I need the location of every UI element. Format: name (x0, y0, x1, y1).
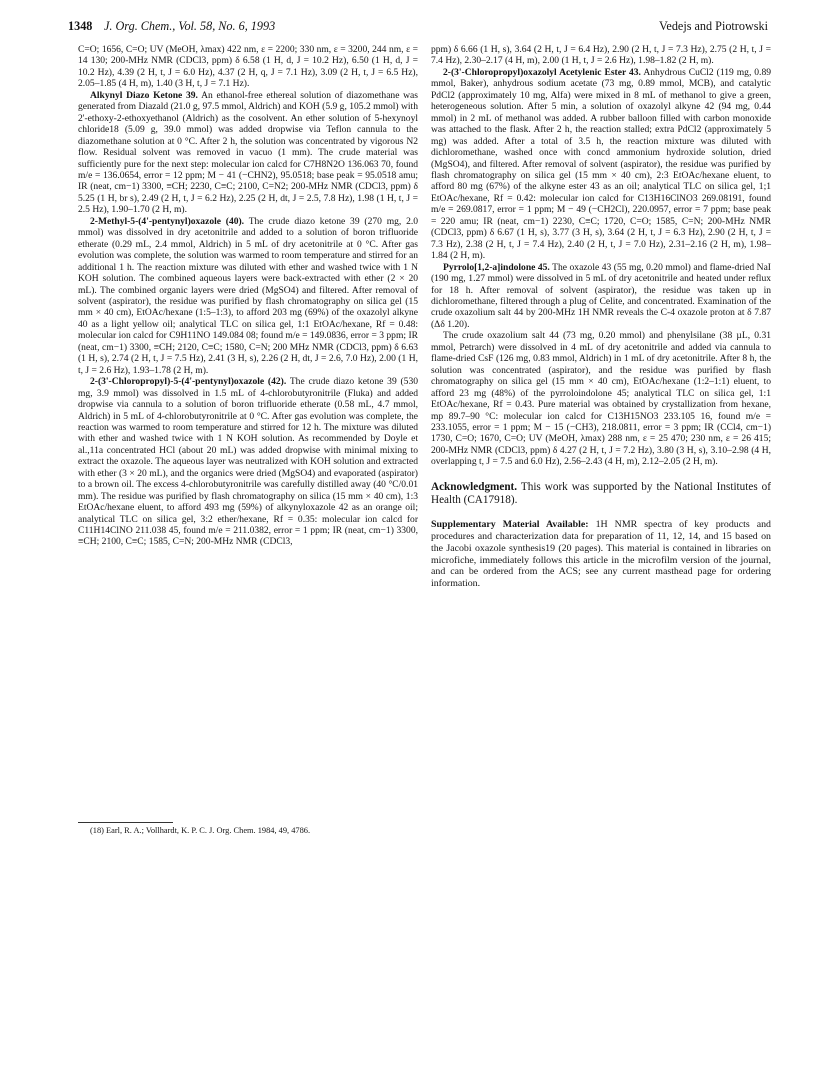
page-number: 1348 (68, 19, 93, 33)
acknowledgment-text: This work was supported by the National Institutes of Health (CA17918). (431, 480, 771, 506)
footnote: (18) Earl, R. A.; Vollhardt, K. P. C. J. Org. Chem. 1984, 49, 4786. (90, 826, 311, 835)
paragraph (78, 216, 418, 376)
paragraph-text: The crude oxazolium salt 44 (73 mg, 0.20 mmol) and phenylsilane (38 µL, 0.31 mmol, Petrarch) were dissolved in 4 mL of dry acetonitrile and added via cannula to flame-dried CsF (126 mg, 0.83 mmol, Aldrich) in 1 mL of dry acetonitrile. After 8 h, the solution was concentrated (aspirator), and the residue was purified by flash chromatography on silica gel (15 mm × 40 cm), EtOAc/hexane (1:2–1:1) eluent, to afford 23 mg (48%) of the pyrroloindolone 45; analytical TLC on silica gel, 1:1 EtOAc/hexane, Rf = 0.43. Pure material was obtained by crystallization from hexane, mp 89.7–90 °C: molecular ion calcd for C13H15NO3 233.105 16, found m/e = 233.1055, error = 1 ppm; M − 15 (−CH3), 218.0811, error = 3 ppm; IR (CCl4, cm−1) 1730, C=O; 1670, C=O; UV (MeOH, λmax) 288 nm, ε = 25 470; 230 nm, ε = 26 415; 200-MHz NMR (CDCl3, ppm) δ 4.27 (2 H, t, J = 7.2 Hz), 3.80 (3 H, s), 3.10–2.98 (4 H, overlapping t, J = 7.5 and 6.0 Hz), 2.56–2.43 (4 H, m), 2.12–2.05 (2 H, m). (431, 330, 771, 468)
paragraph-heading: 2-(3'-Chloropropyl)-5-(4'-pentynyl)oxazole (42). (90, 376, 287, 388)
paragraph-heading: 2-(3'-Chloropropyl)oxazolyl Acetylenic Ester 43. (443, 66, 641, 78)
paragraph-heading: Alkynyl Diazo Ketone 39. (90, 89, 198, 101)
left-column (78, 44, 418, 548)
acknowledgment (431, 481, 771, 507)
paragraph-heading: 2-Methyl-5-(4'-pentynyl)oxazole (40). (90, 215, 245, 227)
supplementary-text: 1H NMR spectra of key products and procedures and characterization data for preparation of 11, 12, 14, and 15 based on the Jacobi oxazole synthesis19 (20 pages). This material is contained in libraries on microfiche, immediately follows this article in the microfilm version of the journal, and can be ordered from the ACS; see any current masthead page for ordering information. (431, 519, 771, 590)
footnote-divider (78, 822, 173, 823)
supplementary-material (431, 519, 771, 590)
journal-citation: J. Org. Chem., Vol. 58, No. 6, 1993 (104, 19, 276, 33)
paragraph (431, 67, 771, 262)
paragraph (78, 44, 418, 90)
paragraph (78, 90, 418, 216)
paragraph-text: An ethanol-free ethereal solution of diazomethane was generated from Diazald (21.0 g, 97.5 mmol, Aldrich) and KOH (5.9 g, 105.2 mmol) with 2'-ethoxy-2-ethoxyethanol (Aldrich) as the cosolvent. An ether solution of 5-hexynoyl chloride18 (5.09 g, 39.0 mmol) was added dropwise via Teflon cannula to the diazomethane solution at 0 °C. After 2 h, the solution was concentrated by vigorous N2 flow. Residual solvent was removed in vacuo (1 mm). The crude material was sufficiently pure for the next step: molecular ion calcd for C7H8N2O 136.063 70, found m/e = 136.0654, error = 12 ppm; M − 41 (−CHN2), 95.0518; base peak = 95.0518 amu; IR (neat, cm−1) 3300, ≡CH; 2230, C≡C; 2100, C=N2; 200-MHz NMR (CDCl3, ppm) δ 5.25 (1 H, br s), 2.49 (2 H, t, J = 6.2 Hz), 2.25 (2 H, dt, J = 2.5, 7.8 Hz), 1.98 (1 H, t, J = 2.5 Hz), 1.90–1.70 (2 H, m). (78, 89, 419, 216)
paragraph (431, 262, 771, 331)
paragraph-text: C=O; 1656, C=O; UV (MeOH, λmax) 422 nm, ε = 2200; 330 nm, ε = 3200, 244 nm, ε = 14 130; 200-MHz NMR (CDCl3, ppm) δ 6.58 (1 H, d, J = 10.2 Hz), 6.50 (1 H, d, J = 10.2 Hz), 4.39 (2 H, t, J = 6.0 Hz), 4.37 (2 H, q, J = 7.1 Hz), 3.09 (2 H, t, J = 6.5 Hz), 2.05–1.85 (4 H, m), 1.40 (3 H, t, J = 7.1 Hz). (78, 44, 418, 90)
paragraph (431, 330, 771, 467)
acknowledgment-heading: Acknowledgment. (431, 480, 518, 493)
paragraph (431, 44, 771, 67)
paragraph-heading: Pyrrolo[1,2-a]indolone 45. (443, 261, 550, 273)
paragraph-text: The oxazole 43 (55 mg, 0.20 mmol) and flame-dried NaI (190 mg, 1.27 mmol) were dissolved in 5 mL of dry acetonitrile and heated under reflux for 18 h. After removal of solvent (aspirator), the residue was taken up in dichloromethane, filtered through a plug of Celite, and concentrated. Examination of the crude oxazolium salt 44 by 200-MHz 1H NMR reveals the C-4 oxazole proton at δ 7.87 (Δδ 1.20). (431, 261, 771, 330)
running-authors: Vedejs and Piotrowski (658, 19, 768, 33)
right-column (431, 44, 771, 590)
supplementary-heading: Supplementary Material Available: (431, 519, 589, 531)
page-header (68, 19, 768, 35)
paragraph-text: The crude diazo ketone 39 (530 mg, 3.9 mmol) was dissolved in 1.5 mL of 4-chlorobutyronitrile (Fluka) and added dropwise via cannula to a solution of boron trifluoride etherate (0.58 mL, 4.7 mmol, Aldrich) in 5 mL of 4-chlorobutyronitrile at 0 °C. After gas evolution was complete, the reaction was warmed to room temperature and stirred for 12 h. The mixture was diluted with ether and washed twice with 1 N KOH solution. As recommended by Doyle et al.,11a concentrated HCl (about 20 mL) was added dropwise with minimal mixing to extract the oxazole. The aqueous layer was neutralized with KOH solution and extracted with ether (3 × 20 mL), and the organics were dried (MgSO4) and evaporated (aspirator) to a brown oil. The excess 4-chlorobutyronitrile was carefully distilled away (40 °C/0.01 mm). The residue was purified by flash chromatography on silica (15 mm × 40 cm), 1:3 EtOAc/hexane eluent, to afford 493 mg (59%) of alkynyloxazole 42 as an orange oil; analytical TLC on silica gel, 3:2 ether/hexane, Rf = 0.35: molecular ion calcd for C11H14ClNO 211.038 45, found m/e = 211.0382, error = 1 ppm; IR (neat, cm−1) 3300, ≡CH; 2100, C≡C; 1585, C=N; 200-MHz NMR (CDCl3, (78, 376, 419, 548)
paragraph-text: ppm) δ 6.66 (1 H, s), 3.64 (2 H, t, J = 6.4 Hz), 2.90 (2 H, t, J = 7.3 Hz), 2.75 (2 H, t, J = 7.4 Hz), 2.30–2.17 (4 H, m), 2.00 (1 H, t, J = 2.6 Hz), 1.98–1.82 (2 H, m). (431, 44, 771, 67)
paragraph-text: The crude diazo ketone 39 (270 mg, 2.0 mmol) was dissolved in dry acetonitrile and added to a solution of boron trifluoride etherate (0.29 mL, 2.4 mmol, Aldrich) in 5 mL of dry acetonitrile at 0 °C. After gas evolution was complete, the solution was warmed to room temperature and stirred for an additional 1 h. The reaction mixture was diluted with ether and washed twice with 1 N KOH solution. The combined aqueous layers were back-extracted with ether (2 × 20 mL). The combined organic layers were dried (MgSO4) and filtered. After removal of solvent (aspirator), the residue was purified by flash chromatography on silica gel (15 mm × 40 cm), EtOAc/hexane (1:5–1:3), to afford 203 mg (69%) of the oxazolyl alkyne 40 as a light yellow oil; analytical TLC on silica gel, 1:1 EtOAc/hexane, Rf = 0.48: molecular ion calcd for C9H11NO 149.084 08; found m/e = 149.0836, error = 3 ppm; IR (neat, cm−1) 3300, ≡CH; 2120, C≡C; 1580, C=N; 200 MHz NMR (CDCl3, ppm) δ 6.63 (1 H, s), 2.74 (2 H, t, J = 7.5 Hz), 2.41 (3 H, s), 2.26 (2 H, dt, J = 2.6, 7.0 Hz), 2.00 (1 H, t, J = 2.6 Hz), 1.93–1.78 (2 H, m). (78, 215, 419, 376)
paragraph-text: Anhydrous CuCl2 (119 mg, 0.89 mmol, Baker), anhydrous sodium acetate (73 mg, 0.89 mmol, MCB), and catalytic PdCl2 (approximately 10 mg, Alfa) were mixed in 8 mL of methanol to give a green, heterogeneous solution. After 5 min, a solution of oxazolyl alkyne 42 (94 mg, 0.44 mmol) in 2 mL of methanol was added. A rubber balloon filled with carbon monoxide was attached to the flask. After 2 h, the reaction stalled; extra PdCl2 (approximately 5 mg) was added. After a total of 3.5 h, the reaction mixture was diluted with dichloromethane, washed once with concd ammonium hydroxide solution, dried (MgSO4), and filtered. After removal of solvent (aspirator), the residue was purified by flash chromatography on silica gel (15 mm × 40 cm), 2:3 EtOAc/hexane eluent, to afford 80 mg (67%) of the alkyne ester 43 as an oil; analytical TLC on silica gel, 1;1 EtOAc/hexane, Rf = 0.42: molecular ion calcd for C13H16ClNO3 269.08191, found m/e = 269.0817, error = 1 ppm; M − 49 (−CH2Cl), 220.0957, error = 7 ppm; base peak = 220 amu; IR (neat, cm−1) 2230, C≡C; 1720, C=O; 1585, C=N; 200-MHz NMR (CDCl3, ppm) δ 6.67 (1 H, s), 3.77 (3 H, s), 3.64 (2 H, t, J = 6.3 Hz), 2.90 (2 H, t, J = 7.3 Hz), 2.38 (2 H, t, J = 7.4 Hz), 2.40 (2 H, t, J = 7.0 Hz), 2.31–2.16 (2 H, m), 1.98–1.84 (2 H, m). (431, 66, 771, 262)
paragraph (78, 376, 418, 548)
